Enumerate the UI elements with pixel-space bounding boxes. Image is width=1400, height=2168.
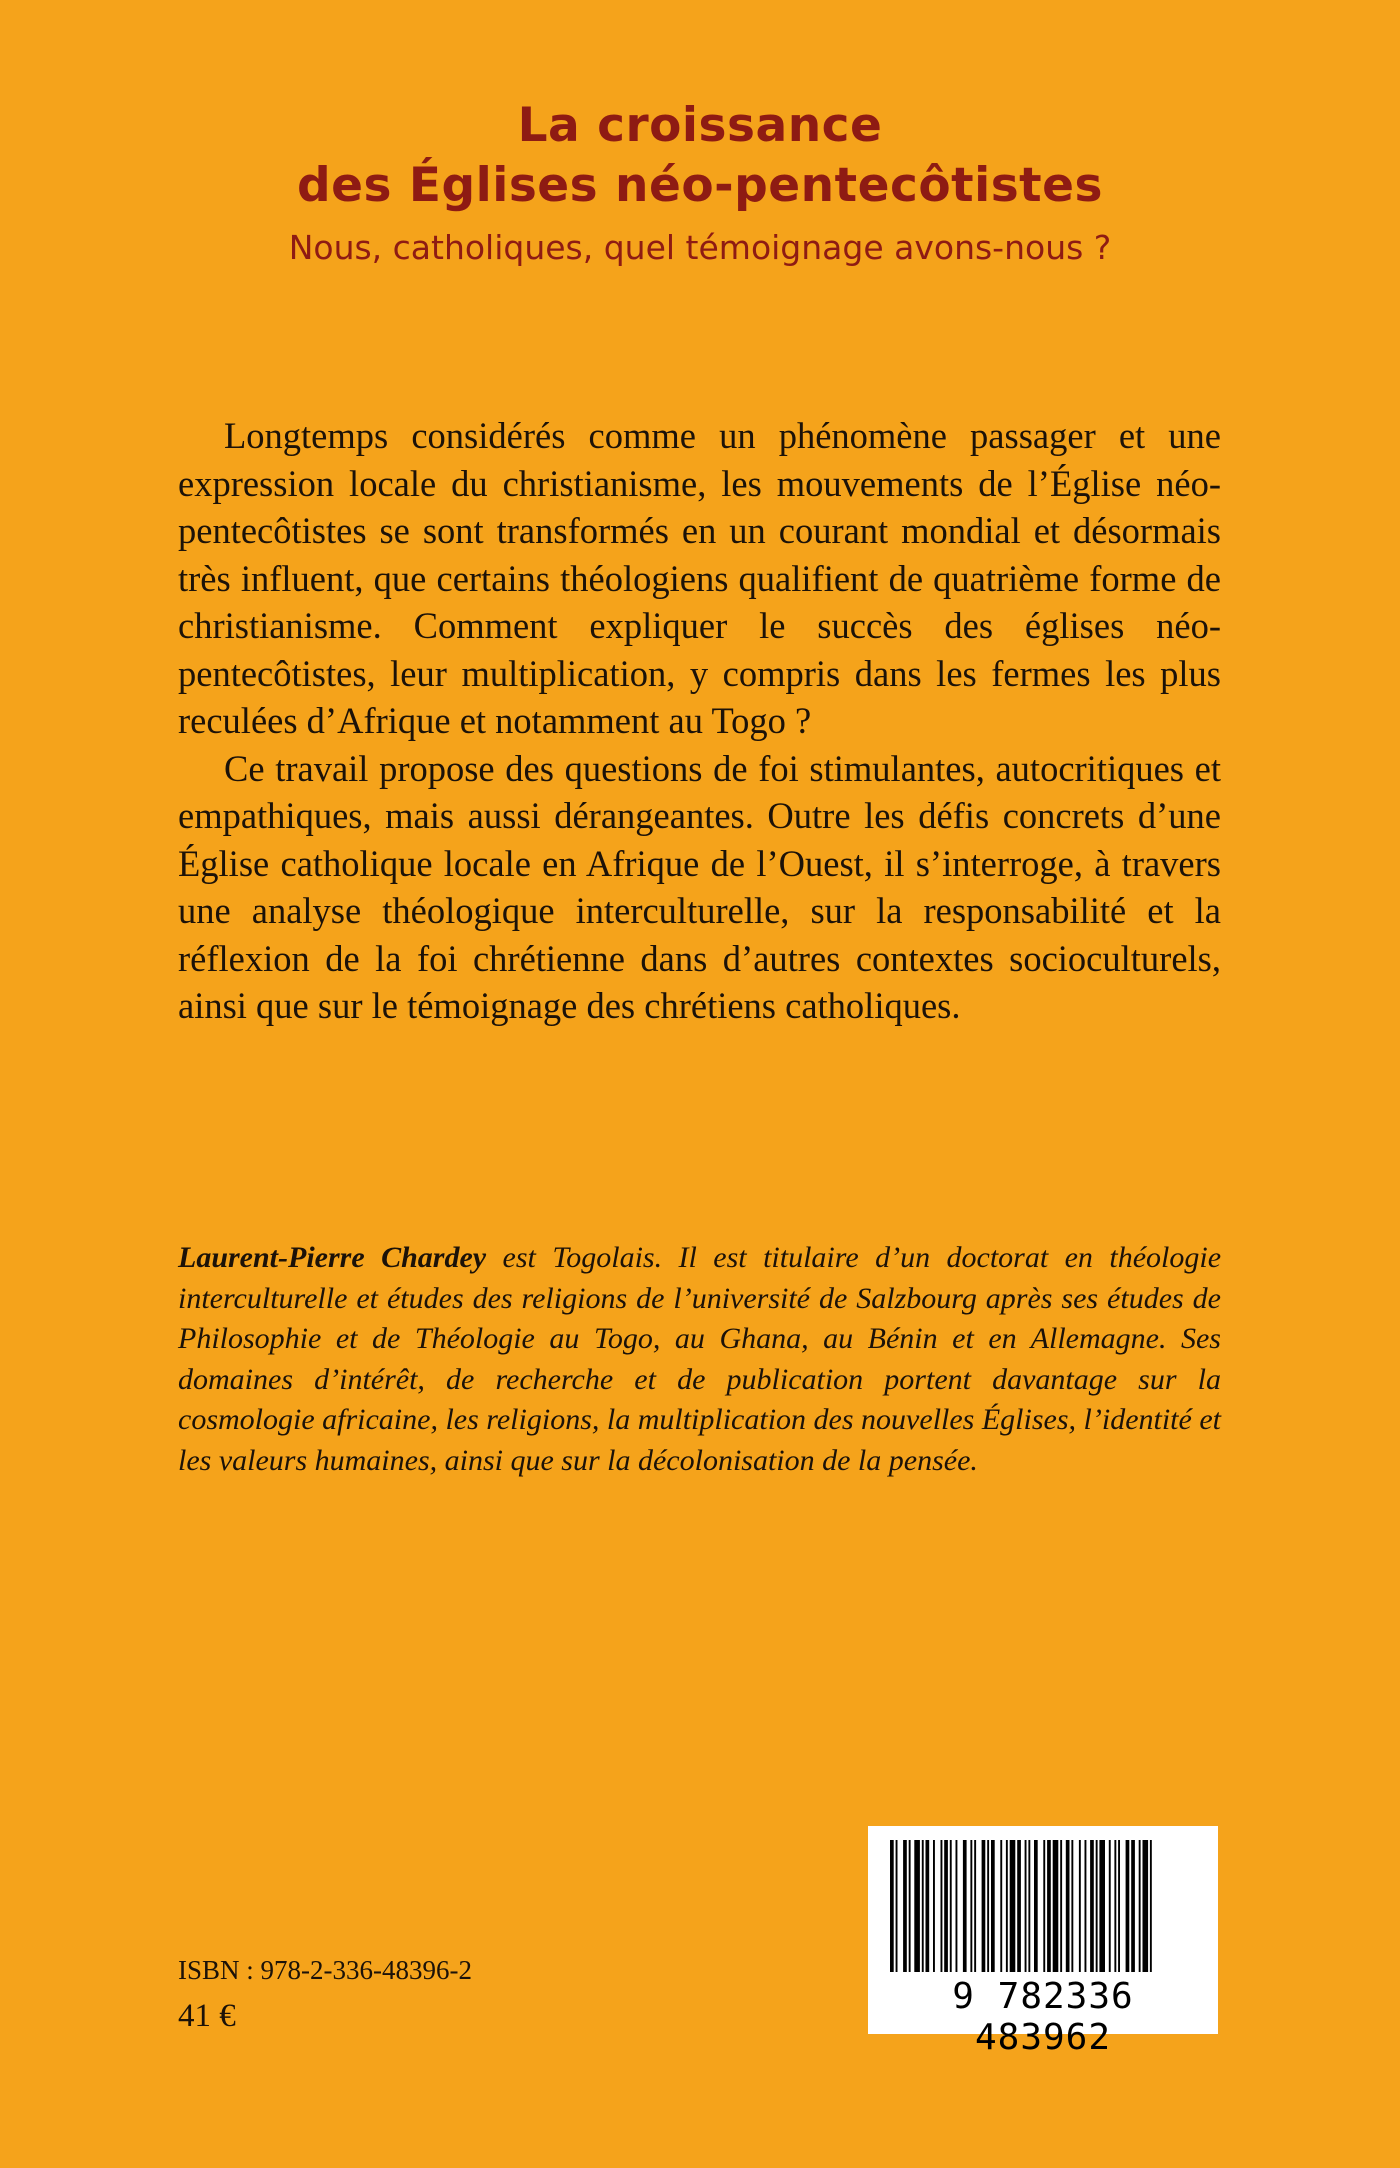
barcode-bar	[926, 1840, 930, 1972]
barcode-bar	[974, 1840, 976, 1972]
barcode-bar	[1010, 1840, 1016, 1972]
barcode-bar	[1079, 1840, 1081, 1972]
book-title-line-2: des Églises néo-pentecôtistes	[297, 158, 1103, 213]
barcode-bar	[1043, 1840, 1045, 1972]
author-bio-text: est Togolais. Il est titulaire d’un doctorat en théologie interculturelle et études des religions de l’université de Salzbourg après ses études de Philosophie et de Théologie au Togo, au Ghana, au Bénin et en Allemagne. Ses domaines d’intérêt, de recherche et de publication portent davantage sur la cosmologie africaine, les religions, la multiplication des nouvelles Églises, l’identité et les valeurs humaines, ainsi que sur la décolonisation de la pensée.	[178, 1241, 1222, 1477]
barcode-bar	[1028, 1840, 1030, 1972]
barcode-bar	[1017, 1840, 1021, 1972]
barcode-bar	[1114, 1840, 1116, 1972]
summary-paragraph-1: Longtemps considérés comme un phénomène passager et une expression locale du christianisme, les mouvements de l’Église néo-pentecôtistes se sont transformés en un courant mondial et désormais très influent, que certains théologiens qualifient de quatrième forme de christianisme. Comment expliquer le succès des églises néo-pentecôtistes, leur multiplication, y compris dans les fermes les plus reculées d’Afrique et notamment au Togo ?	[178, 415, 1221, 741]
barcode-bar	[1066, 1840, 1070, 1972]
barcode-bar	[890, 1840, 894, 1972]
barcode-bar	[956, 1840, 958, 1972]
barcode-bars-icon	[868, 1826, 1218, 1976]
summary-paragraph-2: Ce travail propose des questions de foi stimulantes, autocritiques et empathiques, mais aussi dérangeantes. Outre les défis concrets d’une Église catholique locale en Afrique de l’Ouest, il s’interroge, à travers une analyse théologique interculturelle, sur la responsabilité et la réflexion de la foi chrétienne dans d’autres contextes socioculturels, ainsi que sur le témoignage des chrétiens catholiques.	[178, 747, 1221, 1026]
barcode-bar	[1047, 1840, 1051, 1972]
barcode-bar	[1090, 1840, 1094, 1972]
barcode-bar	[1053, 1840, 1059, 1972]
barcode-bar	[970, 1840, 972, 1972]
barcode-bar	[896, 1840, 898, 1972]
barcode-bar	[1006, 1840, 1008, 1972]
barcode-bar	[1109, 1840, 1111, 1972]
barcode-bar	[1085, 1840, 1087, 1972]
book-subtitle: Nous, catholiques, quel témoignage avons-nous ?	[288, 228, 1112, 267]
barcode	[868, 1826, 1218, 2058]
barcode-bar	[950, 1840, 952, 1972]
barcode-bar	[903, 1840, 907, 1972]
summary-text	[178, 412, 1221, 1030]
barcode-bar	[944, 1840, 948, 1972]
barcode-bar	[963, 1840, 967, 1972]
barcode-bar	[1118, 1840, 1120, 1972]
barcode-bar	[1071, 1840, 1073, 1972]
price: 41 €	[178, 1998, 236, 2034]
barcode-bar	[991, 1840, 995, 1972]
barcode-bar	[1060, 1840, 1062, 1972]
barcode-bar	[909, 1840, 911, 1972]
barcode-bar	[1139, 1840, 1141, 1972]
barcode-bar	[1025, 1840, 1027, 1972]
author-name: Laurent-Pierre Chardey	[178, 1241, 487, 1274]
isbn: ISBN : 978-2-336-48396-2	[178, 1955, 472, 1985]
barcode-bar	[982, 1840, 986, 1972]
barcode-bar	[1000, 1840, 1002, 1972]
barcode-bar	[1096, 1840, 1098, 1972]
barcode-digits: 9 782336 483962	[952, 1976, 1134, 2058]
barcode-bar	[933, 1840, 935, 1972]
barcode-bar	[922, 1840, 924, 1972]
barcode-bar	[1150, 1840, 1152, 1972]
barcode-bar	[987, 1840, 989, 1972]
barcode-bar	[1131, 1840, 1135, 1972]
barcode-bar	[1034, 1840, 1038, 1972]
book-title-line-1: La croissance	[517, 98, 883, 153]
author-bio	[178, 1238, 1221, 1481]
barcode-bar	[1099, 1840, 1105, 1972]
barcode-bar	[914, 1840, 920, 1972]
barcode-bar	[1143, 1840, 1149, 1972]
barcode-bar	[1126, 1840, 1130, 1972]
barcode-bar	[941, 1840, 943, 1972]
